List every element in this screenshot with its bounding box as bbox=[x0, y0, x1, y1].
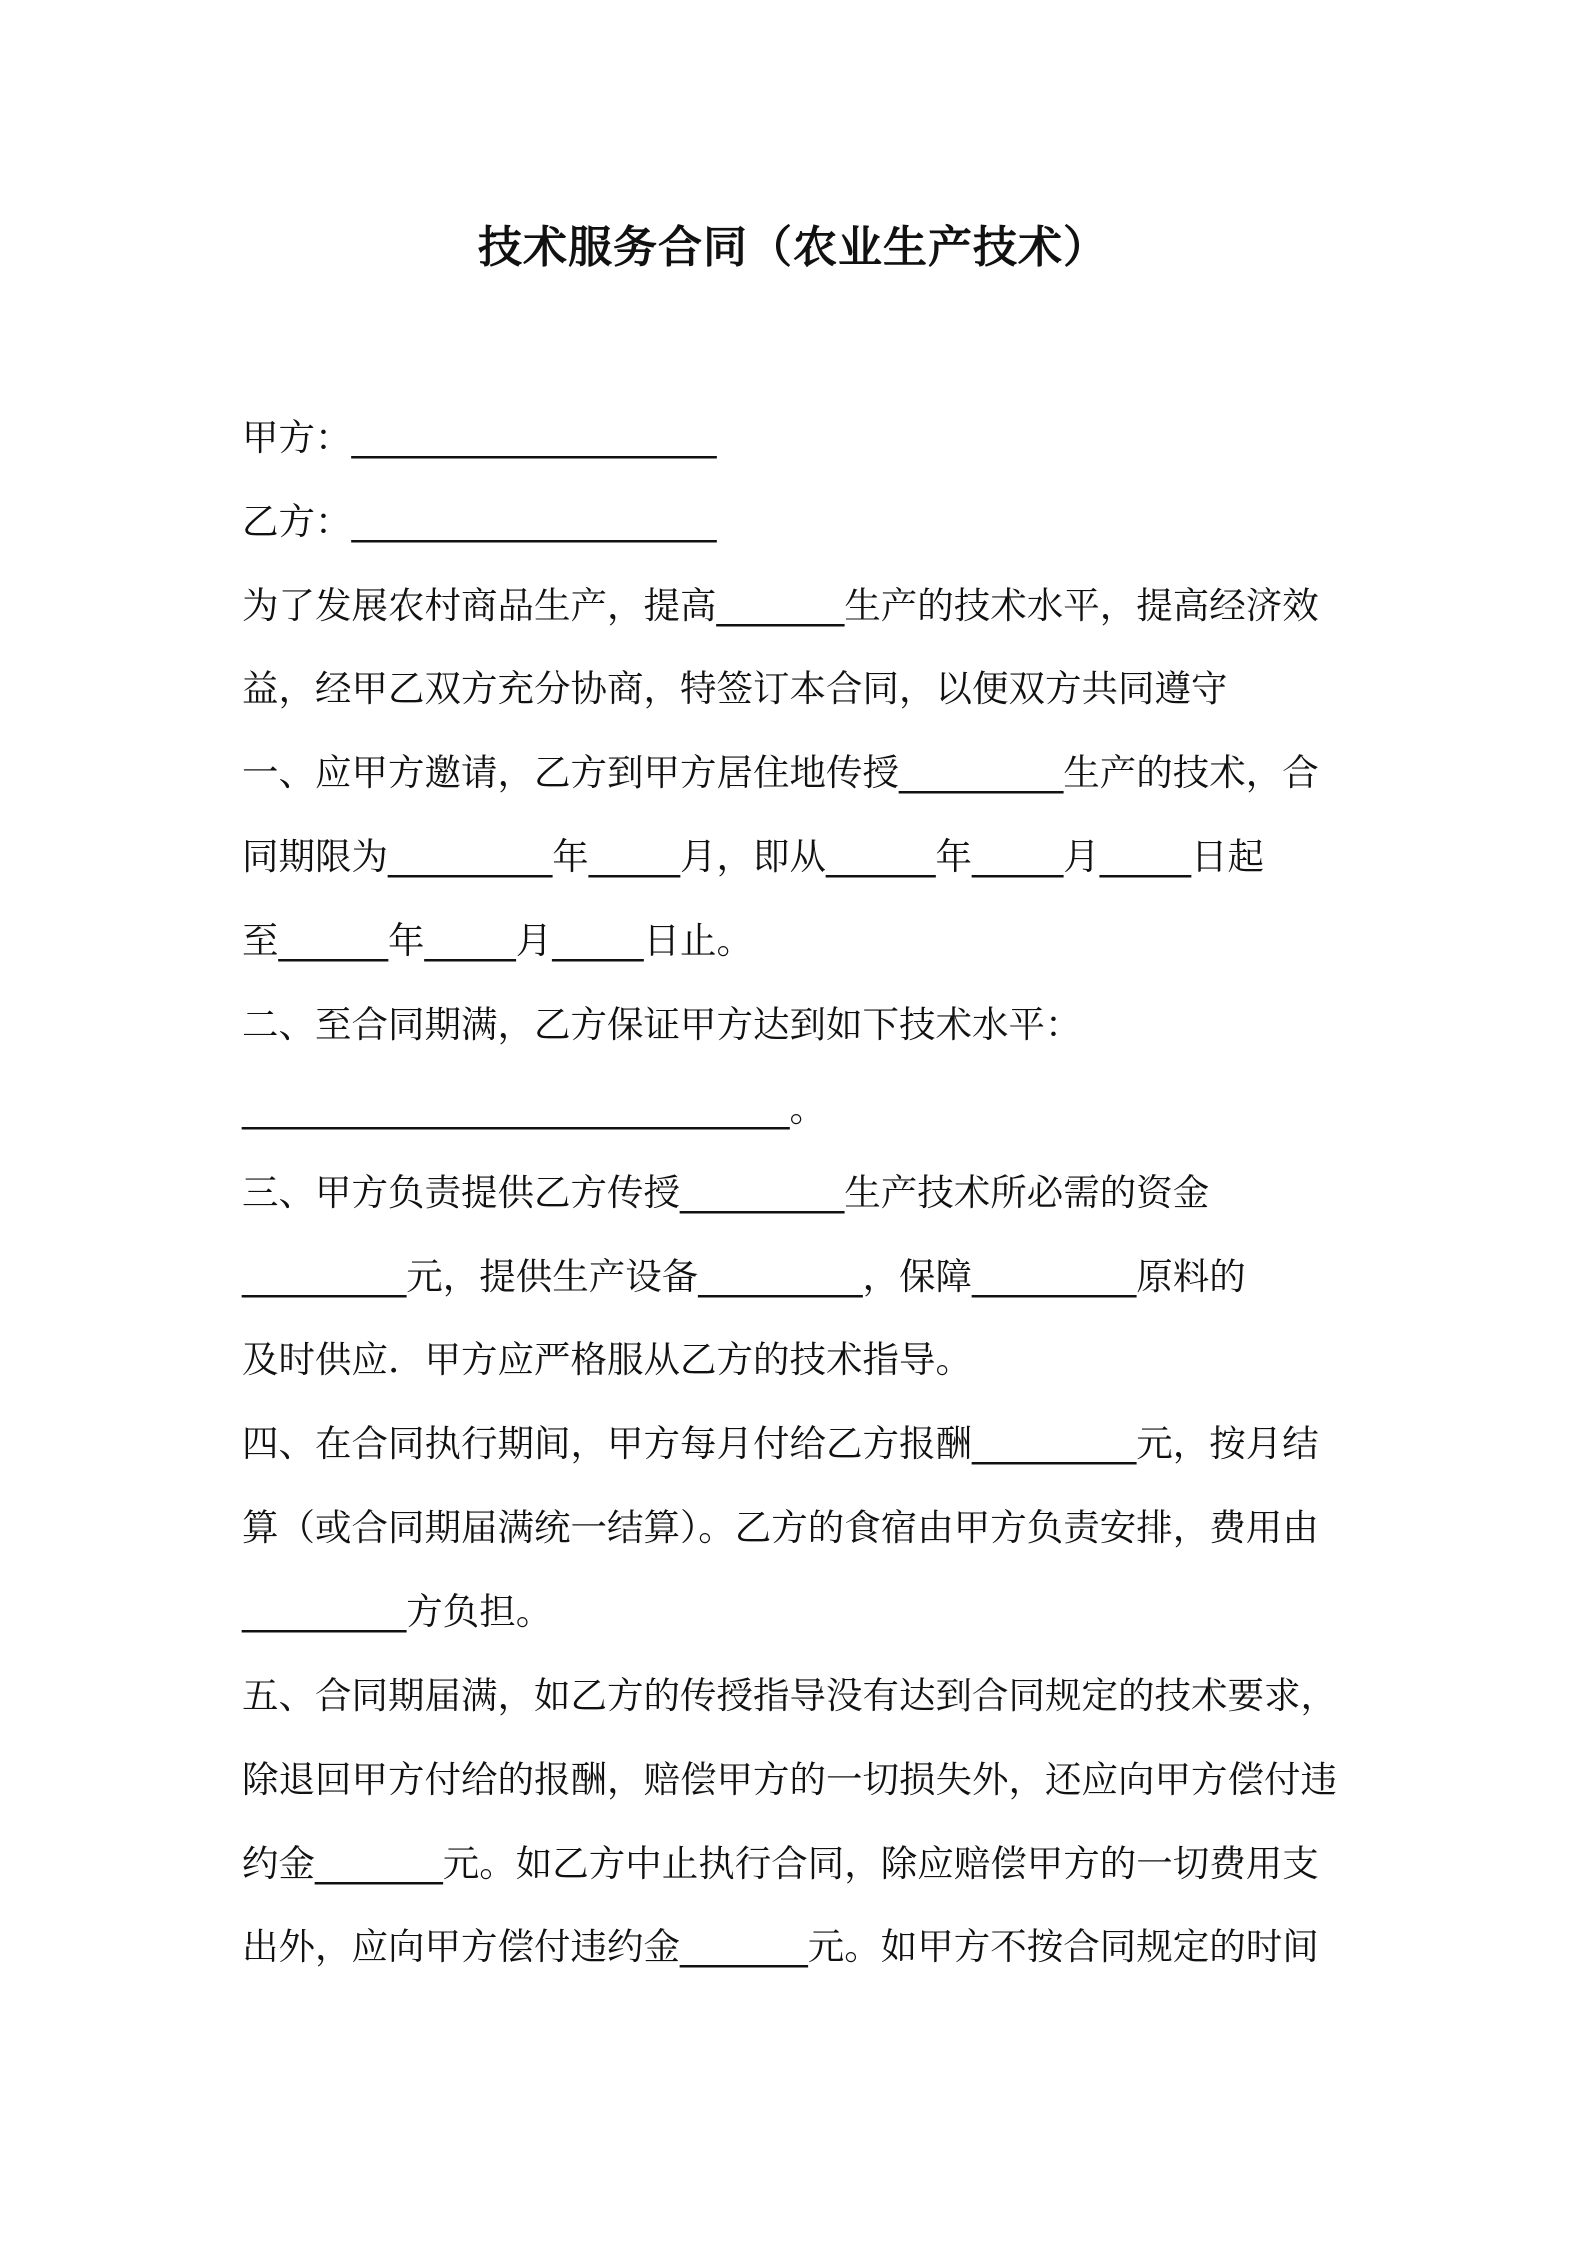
clause-3-line: 及时供应．甲方应严格服从乙方的技术指导。 bbox=[242, 1338, 972, 1381]
clause-1-line: 至______年_____月_____日止。 bbox=[242, 919, 753, 962]
clause-5-line: 除退回甲方付给的报酬，赔偿甲方的一切损失外，还应向甲方偿付违 bbox=[242, 1758, 1337, 1801]
clause-1-line: 同期限为_________年_____月，即从______年_____月_____日起 bbox=[242, 835, 1264, 878]
clause-4-line: 四、在合同执行期间，甲方每月付给乙方报酬_________元，按月结 bbox=[242, 1422, 1319, 1465]
document-title: 技术服务合同（农业生产技术） bbox=[478, 222, 1108, 273]
clause-4-line: 算（或合同期届满统一结算）。乙方的食宿由甲方负责安排，费用由 bbox=[242, 1506, 1319, 1549]
clause-1-line: 一、应甲方邀请，乙方到甲方居住地传授_________生产的技术，合 bbox=[242, 751, 1319, 794]
party-b-line: 乙方：____________________ bbox=[242, 500, 717, 543]
preamble-line: 为了发展农村商品生产，提高_______生产的技术水平，提高经济效 bbox=[242, 584, 1319, 627]
party-a-line: 甲方：____________________ bbox=[242, 416, 717, 459]
clause-4-line: _________方负担。 bbox=[242, 1590, 553, 1633]
clause-5-line: 出外，应向甲方偿付违约金_______元。如甲方不按合同规定的时间 bbox=[242, 1925, 1319, 1968]
clause-3-line: 三、甲方负责提供乙方传授_________生产技术所必需的资金 bbox=[242, 1171, 1210, 1214]
clause-3-line: _________元，提供生产设备_________，保障_________原料的 bbox=[242, 1255, 1246, 1298]
clause-2-line: ______________________________。 bbox=[242, 1087, 826, 1130]
clause-2-line: 二、至合同期满，乙方保证甲方达到如下技术水平： bbox=[242, 1003, 1082, 1046]
clause-5-line: 五、合同期届满，如乙方的传授指导没有达到合同规定的技术要求， bbox=[242, 1674, 1337, 1717]
preamble-line: 益，经甲乙双方充分协商，特签订本合同，以便双方共同遵守 bbox=[242, 667, 1228, 710]
clause-5-line: 约金_______元。如乙方中止执行合同，除应赔偿甲方的一切费用支 bbox=[242, 1842, 1319, 1885]
